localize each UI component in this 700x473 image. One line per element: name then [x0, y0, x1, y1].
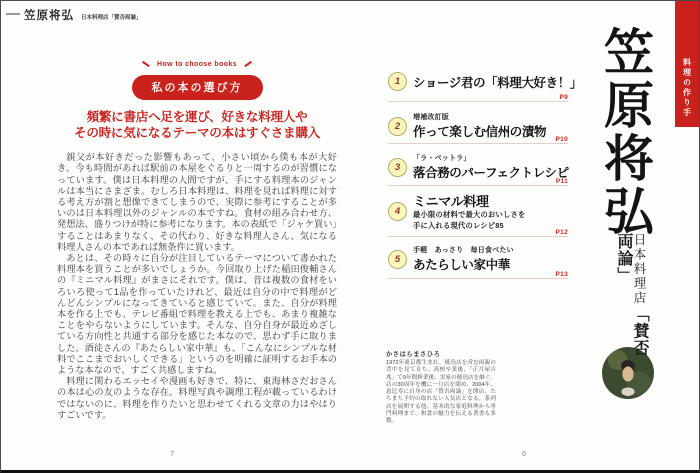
spine-author-name: 笠原将弘	[597, 26, 653, 238]
book-list-item	[388, 245, 568, 278]
book-number: 1	[394, 76, 401, 87]
book-number-badge	[388, 72, 407, 91]
book-subtitle: 手に入れる現代のレシピ85	[413, 220, 504, 230]
book-list-item	[388, 153, 569, 185]
section-badge: 私の本の選び方	[132, 75, 263, 100]
lead-heading	[46, 109, 348, 141]
eyebrow	[142, 61, 252, 68]
book-number: 2	[394, 120, 401, 132]
section-tab-label: 料理の作り手	[682, 58, 692, 118]
list-divider	[388, 136, 568, 144]
left-page-number: 7	[170, 449, 175, 458]
author-name-kana: かさはらまさひろ	[386, 351, 441, 358]
list-divider	[388, 229, 568, 237]
list-divider	[388, 271, 568, 279]
article-paragraph: 料理に関わるエッセイや漫画も好きで、特に、東海林さだおさんの本は心の友のような存在。料理写真や調理工程が載っているわけではないのに、料理を作りたいと思わせてくれる文章の力はやはりすごいです。	[57, 376, 337, 420]
spine-affiliation-store: 日本料理店	[632, 233, 646, 306]
book-number-badge	[388, 158, 407, 177]
spine-affiliation	[615, 233, 647, 363]
book-number: 5	[394, 253, 401, 265]
book-list-item	[388, 112, 568, 143]
running-header-affiliation: 日本料理店「賛否両論」	[81, 15, 142, 21]
book-page-ref: P9	[559, 94, 568, 101]
list-divider	[388, 178, 568, 186]
book-kicker: 増補改訂版	[413, 114, 449, 121]
spine-affiliation-brand: 「賛否両論」	[615, 233, 648, 357]
book-number-badge	[388, 202, 407, 221]
article-body	[57, 152, 337, 421]
list-divider	[388, 94, 568, 102]
lead-heading-line2: その時に気になるテーマの本はすぐさま購入	[74, 126, 320, 141]
book-page-ref: P11	[555, 178, 568, 185]
book-number: 3	[394, 161, 401, 173]
book-subtitle: 最小限の材料で最大のおいしさを	[413, 210, 526, 219]
eyebrow-left-slash-icon	[142, 61, 149, 67]
book-title: ショージ君の「料理大好き！」	[413, 75, 582, 90]
article-paragraph: あとは、その時々に自分が注目しているテーマについて書かれた料理本を買うことが多いでしょうか。今回取り上げた稲田俊輔さんの『ミニマル料理』がまさにそれです。僕は、昔は複数の食材をいろいろ使って1品を作っていたけれど、最近は自分の中で料理がどんどんシンプルになってきていると感じていて。また、自分が料理本を作る上でも、テレビ番組で料理を教える上でも、あまり複雑なことをやらないようにしています。そんな、自分自身が最近めざしている方向性と共通する部分を感じた本なので、思わず手に取りました。酒徒さんの『あたらしい家中華』も、「こんなにシンプルな材料でここまでおいしくできる」というのを明確に証明するお手本のような本なので、すごく共感しますね。	[57, 253, 337, 376]
book-kicker: 「ラ・ベットラ」	[413, 155, 471, 162]
running-header-author: 笠原将弘	[24, 10, 74, 22]
book-number-badge	[388, 250, 407, 269]
corner-mark	[6, 13, 20, 15]
book-page-ref: P13	[555, 271, 568, 278]
lead-heading-line1: 頻繁に書店へ足を運び、好きな料理人や	[86, 110, 308, 124]
book-number-badge	[388, 117, 407, 136]
author-profile	[386, 349, 496, 426]
eyebrow-label: How to choose books	[157, 60, 237, 68]
running-header	[24, 7, 142, 23]
book-page-ref: P10	[555, 136, 568, 143]
book-list-item	[388, 72, 582, 101]
book-number: 4	[394, 205, 401, 217]
section-tab	[675, 1, 699, 127]
right-page-number: 6	[522, 449, 527, 458]
book-title: ミニマル料理	[413, 194, 489, 209]
eyebrow-right-slash-icon	[244, 61, 251, 67]
book-title: あたらしい家中華	[413, 258, 510, 272]
book-kicker: 手軽 あっさり 毎日食べたい	[413, 247, 514, 254]
lead-column	[46, 52, 348, 421]
book-list-item	[388, 191, 568, 236]
book-title: 落合務のパーフェクトレシピ	[413, 166, 569, 180]
book-title: 作って楽しむ信州の漬物	[413, 125, 547, 139]
article-paragraph: 親父が本好きだった影響もあって、小さい頃から僕も本が大好き。今も時間があれば駅前の本屋をぐるりと一周するのが習慣になっています。僕は日本料理の人間ですが、手にする料理本のジャンルは本当にさまざま。むしろ日本料理は、料理を見れば料理に対する考え方が割と想像できてしまうので、実際に参考にすることが多いのは日本料理以外のジャンルの本ですね。食材の組み合わせ方、発想法、盛りつけが特に参考になります。本の表紙で「ジャケ買い」することはあまりなく、その代わり、好きな料理人さん、気になる料理人さんの本であれば無条件に買います。	[57, 152, 337, 252]
book-page-ref: P12	[555, 229, 568, 236]
author-bio: 1972年東京都生まれ。焼鳥店を営む両親の背中を見て育ち、高校卒業後、「正月屋吉兆」で9年間修業後、実家の焼鳥店を継ぐ。店の30周年を機に一旦店を閉め、2004年、恵比寿に自身の店「賛否両論」を開店。たちまち予約の取れない人気店となる。系列店を展開する他、基本的な家庭料理から専門料理まで、和食の魅力を伝える著書も多数。	[386, 360, 496, 425]
